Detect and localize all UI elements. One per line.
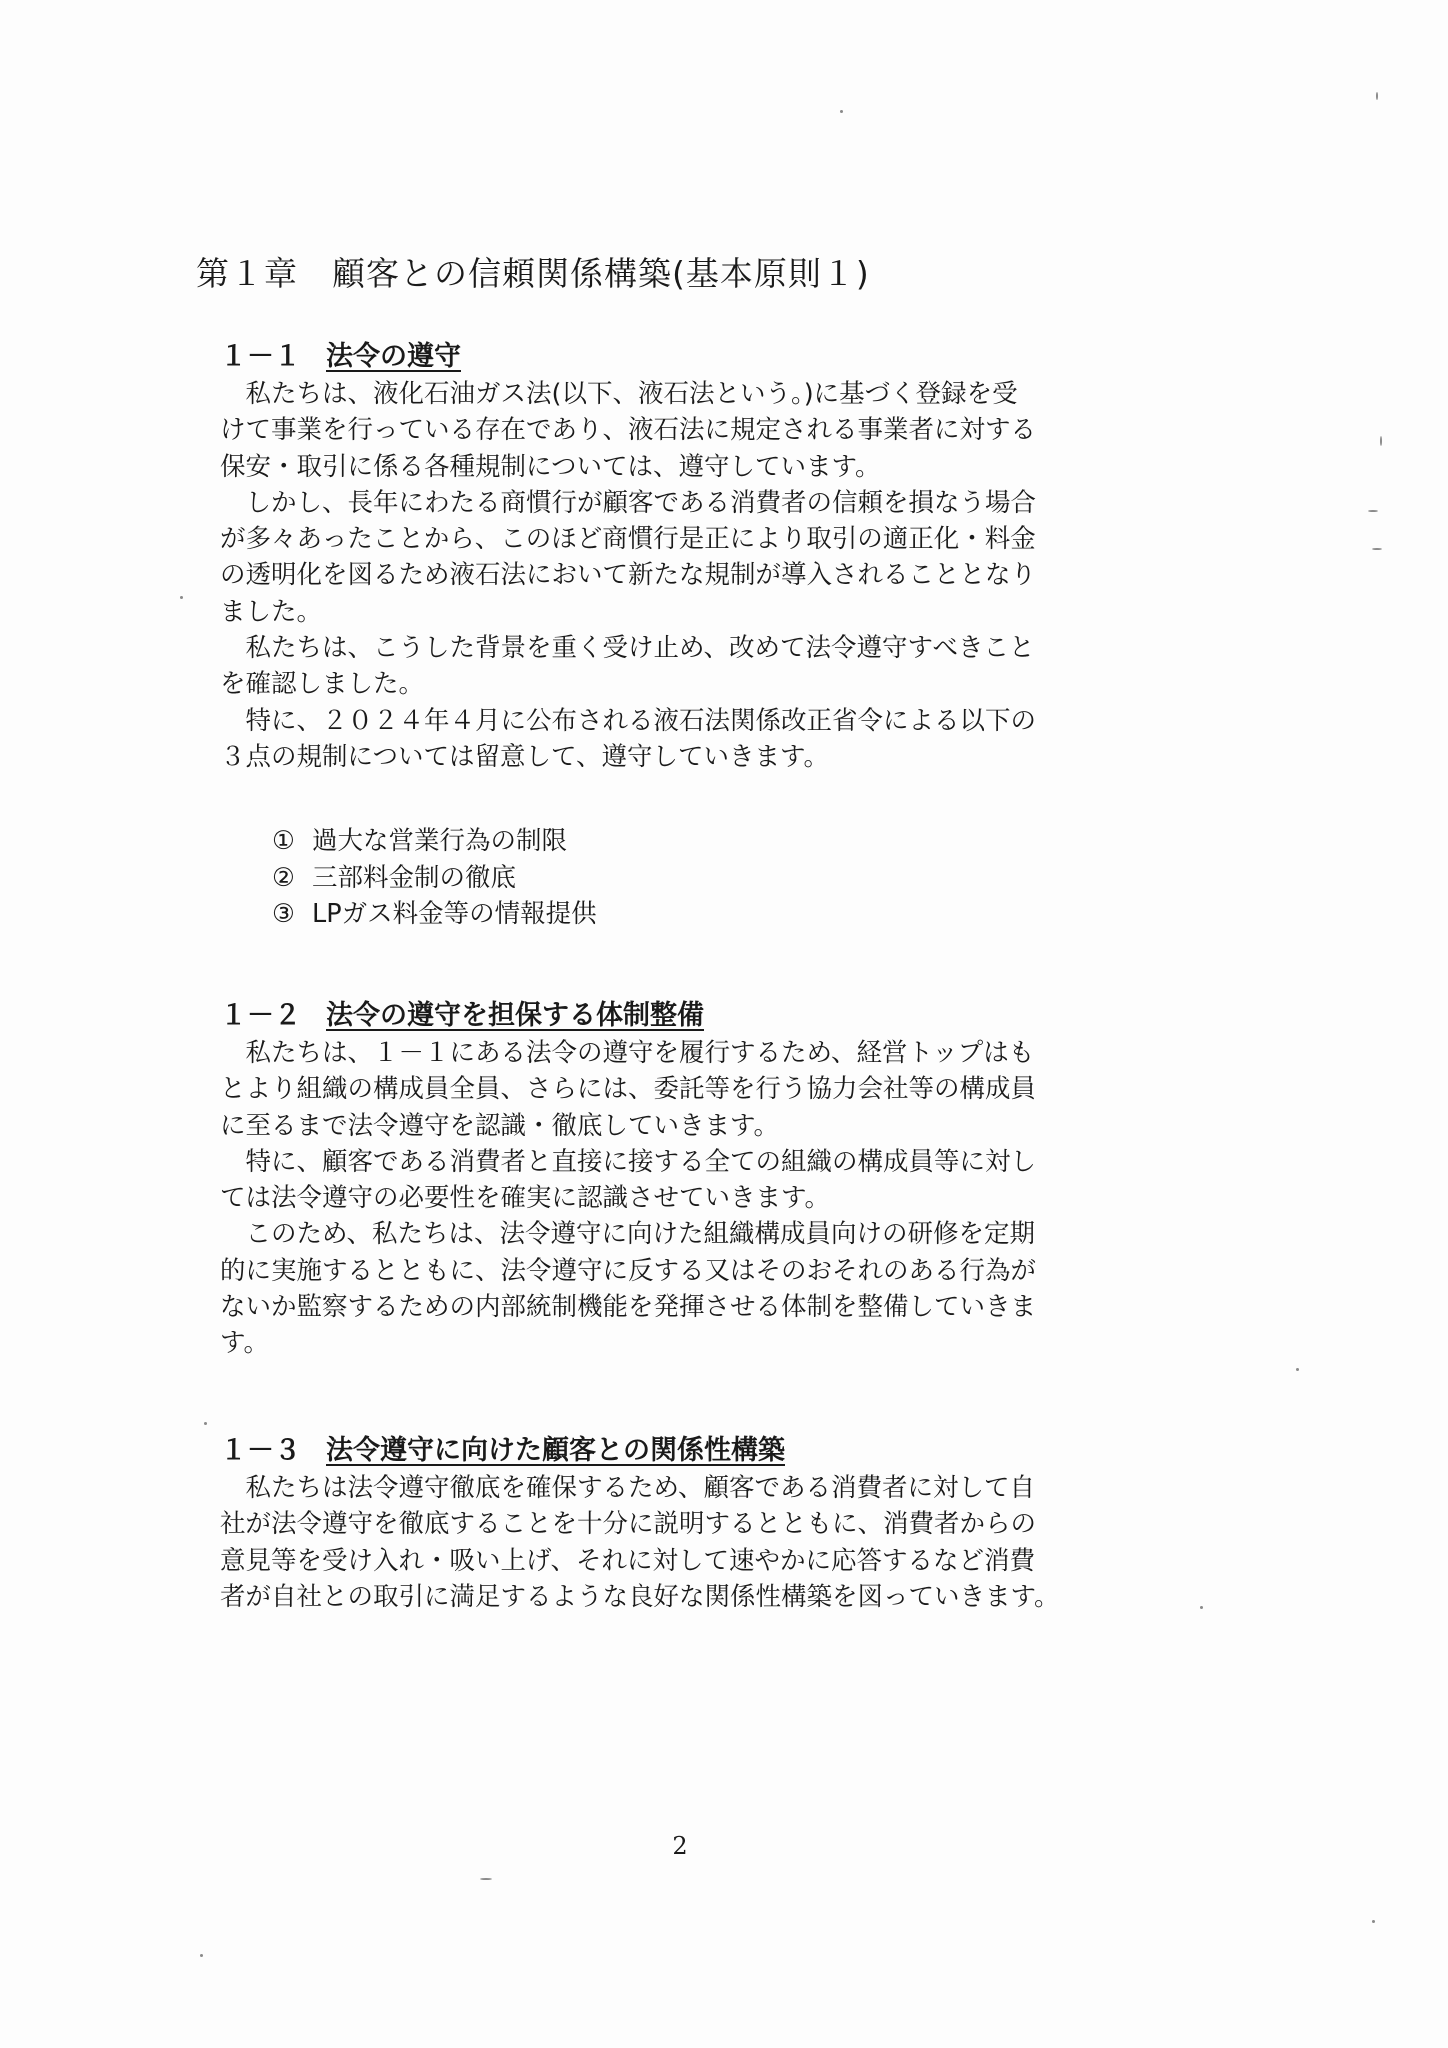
section-1-2: [220, 997, 1200, 1362]
text-line: に至るまで法令遵守を認識・徹底していきます。: [220, 1110, 779, 1141]
paragraph: [220, 1470, 1200, 1615]
scan-speck: [1372, 1920, 1375, 1923]
section-number: １－１: [220, 341, 301, 372]
list-marker: ③: [272, 899, 295, 930]
text-line: 私たちは、１－１にある法令の遵守を履行するため、経営トップはも: [220, 1038, 1035, 1068]
text-line: 意見等を受け入れ・吸い上げ、それに対して速やかに応答するなど消費: [220, 1545, 1035, 1576]
section-number: １－３: [220, 1435, 301, 1466]
scan-speck: [840, 110, 843, 113]
chapter-title: 第１章 顧客との信頼関係構築(基本原則１): [196, 254, 870, 294]
text-line: 特に、顧客である消費者と直接に接する全ての組織の構成員等に対し: [220, 1146, 1037, 1177]
regulation-list: [272, 823, 1200, 933]
text-line: ては法令遵守の必要性を確実に認識させていきます。: [220, 1183, 830, 1214]
text-line: とより組織の構成員全員、さらには、委託等を行う協力会社等の構成員: [220, 1074, 1037, 1105]
section-title: 法令の遵守を担保する体制整備: [326, 1000, 704, 1031]
text-line: ３点の規制については留意して、遵守していきます。: [220, 741, 829, 772]
scan-speck: [1296, 1368, 1299, 1371]
text-line: 的に実施するとともに、法令遵守に反する又はそのおそれのある行為が: [220, 1255, 1037, 1286]
list-marker: ①: [272, 826, 295, 857]
paragraph: [220, 1035, 1200, 1144]
text-line: ないか監察するための内部統制機能を発揮させる体制を整備していきま: [220, 1292, 1037, 1323]
text-line: 私たちは、こうした背景を重く受け止め、改めて法令遵守すべきこと: [220, 633, 1035, 664]
text-line: しかし、長年にわたる商慣行が顧客である消費者の信頼を損なう場合: [220, 487, 1037, 518]
text-line: の透明化を図るため液石法において新たな規制が導入されることとなり: [220, 560, 1037, 591]
paragraph: [220, 485, 1200, 630]
text-line: ました。: [220, 596, 323, 627]
text-line: を確認しました。: [220, 669, 425, 700]
section-heading: [220, 338, 1200, 376]
list-item: [272, 896, 1200, 933]
paragraph: [220, 1144, 1200, 1217]
text-line: が多々あったことから、このほど商慣行是正により取引の適正化・料金: [220, 524, 1036, 555]
text-line: 保安・取引に係る各種規制については、遵守しています。: [220, 451, 881, 482]
paragraph: [220, 630, 1200, 703]
scan-speck: [1376, 92, 1378, 100]
list-text: 過大な営業行為の制限: [312, 826, 568, 857]
text-line: 私たちは、液化石油ガス法(以下、液石法という。)に基づく登録を受: [220, 379, 1018, 409]
list-item: [272, 823, 1200, 860]
scan-speck: [204, 1422, 207, 1425]
list-text: 三部料金制の徹底: [312, 862, 517, 893]
section-number: １－２: [220, 1000, 301, 1031]
scan-speck: [180, 596, 183, 599]
scan-speck: [1372, 548, 1382, 550]
list-text: LPガス料金等の情報提供: [312, 899, 597, 930]
section-1-3: [220, 1432, 1200, 1615]
scan-speck: [200, 1954, 203, 1957]
text-line: 社が法令遵守を徹底することを十分に説明するとともに、消費者からの: [220, 1509, 1037, 1540]
scan-speck: [1380, 436, 1382, 446]
section-heading: [220, 997, 1200, 1035]
scan-speck: [1200, 1606, 1203, 1609]
section-heading: [220, 1432, 1200, 1470]
text-line: 特に、２０２４年４月に公布される液石法関係改正省令による以下の: [220, 705, 1037, 736]
paragraph: [220, 703, 1200, 776]
text-line: 私たちは法令遵守徹底を確保するため、顧客である消費者に対して自: [220, 1473, 1035, 1503]
text-line: 者が自社との取引に満足するような良好な関係性構築を図っていきます。: [220, 1581, 1060, 1612]
list-item: [272, 860, 1200, 897]
scan-speck: [1368, 510, 1378, 512]
paragraph: [220, 1216, 1200, 1361]
paragraph: [220, 376, 1200, 485]
page-number: 2: [672, 1832, 688, 1860]
text-line: けて事業を行っている存在であり、液石法に規定される事業者に対する: [220, 415, 1037, 446]
section-1-1: [220, 338, 1200, 933]
list-marker: ②: [272, 862, 295, 893]
section-title: 法令の遵守: [326, 341, 461, 372]
text-line: このため、私たちは、法令遵守に向けた組織構成員向けの研修を定期: [220, 1219, 1035, 1250]
text-line: す。: [220, 1328, 269, 1359]
scan-speck: [480, 1878, 492, 1880]
section-title: 法令遵守に向けた顧客との関係性構築: [326, 1435, 785, 1466]
